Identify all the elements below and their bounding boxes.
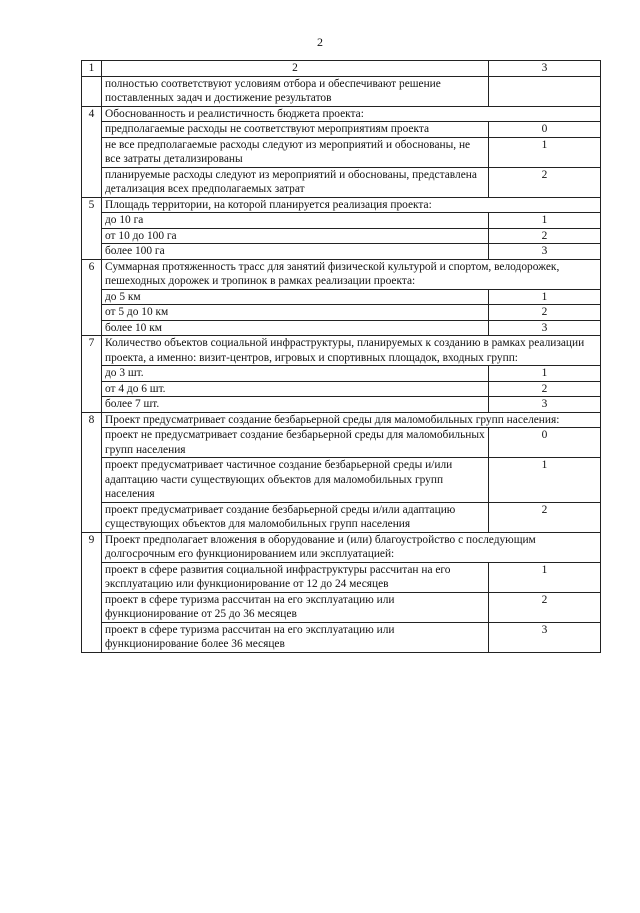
option-score: 3: [489, 244, 601, 260]
criterion-title-row: [82, 106, 601, 122]
option-text: до 10 га: [102, 213, 489, 229]
option-row: [82, 428, 601, 458]
option-text: проект предусматривает создание безбарьерной среды и/или адаптацию существующих объектов для маломобильных групп населения: [102, 502, 489, 532]
header-col-score: 3: [489, 61, 601, 77]
option-row: [82, 305, 601, 321]
option-score: 2: [489, 228, 601, 244]
criterion-title: Проект предусматривает создание безбарьерной среды для маломобильных групп населения:: [102, 412, 601, 428]
option-score: 0: [489, 428, 601, 458]
criterion-title: Суммарная протяженность трасс для занятий физической культурой и спортом, велодорожек, пешеходных дорожек и тропинок в рамках реализации проекта:: [102, 259, 601, 289]
option-score: 1: [489, 562, 601, 592]
continuation-row: [82, 76, 601, 106]
option-row: [82, 562, 601, 592]
criterion-number: 6: [82, 259, 102, 336]
criterion-number: 8: [82, 412, 102, 532]
option-row: [82, 137, 601, 167]
option-score: 2: [489, 381, 601, 397]
option-text: до 5 км: [102, 289, 489, 305]
option-text: от 4 до 6 шт.: [102, 381, 489, 397]
option-row: [82, 458, 601, 503]
table-header-row: [82, 61, 601, 77]
option-row: [82, 366, 601, 382]
option-text: проект не предусматривает создание безбарьерной среды для маломобильных групп населения: [102, 428, 489, 458]
option-text: от 5 до 10 км: [102, 305, 489, 321]
option-text: планируемые расходы следуют из мероприятий и обоснованы, представлена детализация всех предполагаемых затрат: [102, 167, 489, 197]
option-score: 2: [489, 592, 601, 622]
criterion-title-row: [82, 532, 601, 562]
option-score: 1: [489, 213, 601, 229]
criterion-title-row: [82, 197, 601, 213]
option-score: 1: [489, 137, 601, 167]
option-score: 3: [489, 397, 601, 413]
continuation-number-cell: [82, 76, 102, 106]
option-text: до 3 шт.: [102, 366, 489, 382]
option-score: 2: [489, 305, 601, 321]
criterion-number: 9: [82, 532, 102, 652]
option-row: [82, 592, 601, 622]
criterion-number: 5: [82, 197, 102, 259]
criterion-title: Проект предполагает вложения в оборудование и (или) благоустройство с последующим долгосрочным его функционированием или эксплуатацией:: [102, 532, 601, 562]
option-text: проект в сфере туризма рассчитан на его эксплуатацию или функционирование более 36 месяцев: [102, 622, 489, 652]
option-score: 2: [489, 167, 601, 197]
option-row: [82, 622, 601, 652]
option-row: [82, 228, 601, 244]
option-row: [82, 397, 601, 413]
option-score: 3: [489, 622, 601, 652]
option-text: более 10 км: [102, 320, 489, 336]
option-row: [82, 244, 601, 260]
option-row: [82, 320, 601, 336]
continuation-score: [489, 76, 601, 106]
option-score: 0: [489, 122, 601, 138]
option-score: 2: [489, 502, 601, 532]
criterion-title: Количество объектов социальной инфраструктуры, планируемых к созданию в рамках реализации проекта, а именно: визит-центров, игровых и спортивных площадок, входных групп:: [102, 336, 601, 366]
page-number: 2: [317, 35, 323, 49]
header-col-criterion: 2: [102, 61, 489, 77]
option-score: 1: [489, 289, 601, 305]
option-row: [82, 213, 601, 229]
option-text: проект предусматривает частичное создание безбарьерной среды и/или адаптацию части существующих объектов для маломобильных групп населения: [102, 458, 489, 503]
option-row: [82, 502, 601, 532]
option-score: 1: [489, 458, 601, 503]
option-text: от 10 до 100 га: [102, 228, 489, 244]
option-row: [82, 167, 601, 197]
option-row: [82, 289, 601, 305]
criterion-title-row: [82, 336, 601, 366]
criterion-title-row: [82, 412, 601, 428]
option-score: 3: [489, 320, 601, 336]
criterion-title: Площадь территории, на которой планируется реализация проекта:: [102, 197, 601, 213]
header-col-number: 1: [82, 61, 102, 77]
criterion-number: 4: [82, 106, 102, 197]
option-text: проект в сфере туризма рассчитан на его эксплуатацию или функционирование от 25 до 36 месяцев: [102, 592, 489, 622]
criteria-table: [81, 60, 601, 653]
criterion-title: Обоснованность и реалистичность бюджета проекта:: [102, 106, 601, 122]
option-text: предполагаемые расходы не соответствуют мероприятиям проекта: [102, 122, 489, 138]
option-score: 1: [489, 366, 601, 382]
option-text: более 7 шт.: [102, 397, 489, 413]
continuation-text: полностью соответствуют условиям отбора и обеспечивают решение поставленных задач и достижение результатов: [102, 76, 489, 106]
criterion-number: 7: [82, 336, 102, 413]
option-text: не все предполагаемые расходы следуют из мероприятий и обоснованы, не все затраты детализированы: [102, 137, 489, 167]
option-row: [82, 122, 601, 138]
option-row: [82, 381, 601, 397]
option-text: проект в сфере развития социальной инфраструктуры рассчитан на его эксплуатацию или функционирование от 12 до 24 месяцев: [102, 562, 489, 592]
option-text: более 100 га: [102, 244, 489, 260]
criterion-title-row: [82, 259, 601, 289]
